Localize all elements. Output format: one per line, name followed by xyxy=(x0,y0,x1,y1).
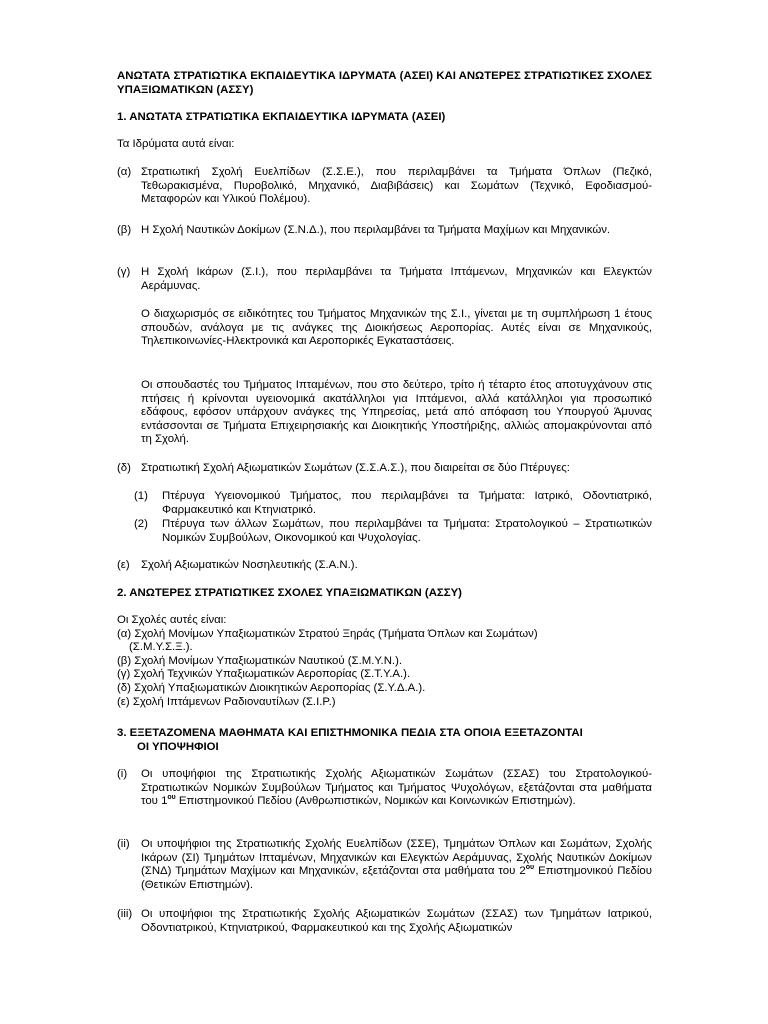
subject-item-label: (i) xyxy=(117,768,128,780)
paragraph-pilots: Οι σπουδαστές του Τμήματος Ιπταμένων, που στο δεύτερο, τρίτο ή τέταρτο έτος αποτυγχάνουν στις πτήσεις ή κρίνονται υγειονομικά ακατάλληλοι για Ιπτάμενοι, αλλά κατάλληλοι για προσωπικό εδάφους, εφόσον υπάρχουν ανάγκες της Υπηρεσίας, μετά από απόφαση του Υπουργού Άμυνας εντάσσονται σε Τμήματα Επιχειρησιακής και Διοικητικής Υποστήριξης, αλλιώς απομακρύνονται από τη Σχολή. xyxy=(141,379,652,446)
list-item-label: (γ) xyxy=(117,266,131,278)
subject-item-label: (iii) xyxy=(117,908,133,920)
subject-item-iii xyxy=(117,908,652,935)
section-2-heading: 2. ΑΝΩΤΕΡΕΣ ΣΤΡΑΤΙΩΤΙΚΕΣ ΣΧΟΛΕΣ ΥΠΑΞΙΩΜΑΤΙΚΩΝ (ΑΣΣΥ) xyxy=(117,587,462,599)
list-item-text: Στρατιωτική Σχολή Αξιωματικών Σωμάτων (Σ.Σ.Α.Σ.), που διαιρείται σε δύο Πτέρυγες: xyxy=(141,462,570,474)
school-line: (ε) Σχολή Ιπτάμενων Ραδιοναυτίλων (Σ.Ι.Ρ.) xyxy=(117,695,336,708)
text-part: Επιστημονικού Πεδίου (Ανθρωπιστικών, Νομικών και Κοινωνικών Επιστημών). xyxy=(175,795,576,808)
subject-item-ii xyxy=(117,838,652,892)
school-line: (α) Σχολή Μονίμων Υπαξιωματικών Στρατού Ξηράς (Τμήματα Όπλων και Σωμάτων) xyxy=(117,627,538,640)
sublist-item-text: Πτέρυγα Υγειονομικού Τμήματος, που περιλαμβάνει τα Τμήματα: Ιατρικό, Οδοντιατρικό, Φαρμακευτικό και Κτηνιατρικό. xyxy=(162,490,652,516)
text-part: Οι υποψήφιοι της Στρατιωτικής Σχολής Αξιωματικών Σωμάτων (ΣΣΑΣ) του Στρατολογικού-Στρατιωτικών Νομικών Συμβούλων Τμήματος και Τμήματος Ψυχολόγων, εξετάζονται στα μαθήματα του 1 xyxy=(141,768,652,808)
section-2-list xyxy=(117,614,652,709)
sublist-item-label: (2) xyxy=(134,518,148,530)
section-3-heading-line: 3. ΕΞΕΤΑΖΟΜΕΝΑ ΜΑΘΗΜΑΤΑ ΚΑΙ ΕΠΙΣΤΗΜΟΝΙΚΑ ΠΕΔΙΑ ΣΤΑ ΟΠΟΙΑ ΕΞΕΤΑΖΟΝΤΑΙ xyxy=(117,727,583,739)
list-item-label: (α) xyxy=(117,166,132,178)
school-line: (δ) Σχολή Υπαξιωματικών Διοικητικών Αεροπορίας (Σ.Υ.Δ.Α.). xyxy=(117,681,426,694)
school-line: (β) Σχολή Μονίμων Υπαξιωματικών Ναυτικού (Σ.Μ.Υ.Ν.). xyxy=(117,654,403,667)
school-line: (γ) Σχολή Τεχνικών Υπαξιωματικών Αεροπορίας (Σ.Τ.Υ.Α.). xyxy=(117,668,411,681)
section-1-heading: 1. ΑΝΩΤΑΤΑ ΣΤΡΑΤΙΩΤΙΚΑ ΕΚΠΑΙΔΕΥΤΙΚΑ ΙΔΡΥΜΑΤΑ (ΑΣΕΙ) xyxy=(117,111,446,123)
sublist-item-1 xyxy=(134,490,652,517)
list-item-e xyxy=(117,559,652,573)
section-3-heading-line: ΟΙ ΥΠΟΨΗΦΙΟΙ xyxy=(137,740,219,753)
superscript: ου xyxy=(167,794,176,802)
sublist-item-text: Πτέρυγα των άλλων Σωμάτων, που περιλαμβάνει τα Τμήματα: Στρατολογικού – Στρατιωτικών Νομικών Συμβούλων, Οικονομικού και Ψυχολογίας. xyxy=(162,518,652,544)
superscript: ου xyxy=(525,864,535,872)
list-item-text: Στρατιωτική Σχολή Ευελπίδων (Σ.Σ.Ε.), που περιλαμβάνει τα Τμήματα Όπλων (Πεζικό, Τεθωρακισμένα, Πυροβολικό, Μηχανικό, Διαβιβάσεις) και Σωμάτων (Τεχνικό, Εφοδιασμού-Μεταφορών και Υλικού Πολέμου). xyxy=(141,166,652,206)
list-item-label: (δ) xyxy=(117,462,131,474)
text-part: Οι υποψήφιοι της Στρατιωτικής Σχολής Ευελπίδων (ΣΣΕ), Τμημάτων Όπλων και Σωμάτων, Σχολής Ικάρων (ΣΙ) Τμημάτων Ιπταμένων, Μηχανικών και Ελεγκτών Αεράμυνας, Σχολής Ναυτικών Δοκίμων (ΣΝΔ) Τμημάτων Μαχίμων και Μηχανικών, εξετάζονται στα μαθήματα του 2 xyxy=(141,838,652,878)
list-item-a xyxy=(117,166,652,207)
list-item-c xyxy=(117,266,652,293)
list-item-text: Η Σχολή Ικάρων (Σ.Ι.), που περιλαμβάνει τα Τμήματα Ιπτάμενων, Μηχανικών και Ελεγκτών Αεράμυνας. xyxy=(141,266,652,292)
list-item-label: (ε) xyxy=(117,559,130,571)
list-item-b xyxy=(117,224,652,238)
subject-item-text xyxy=(117,838,652,892)
subject-item-text: Οι υποψήφιοι της Στρατιωτικής Σχολής Αξιωματικών Σωμάτων (ΣΣΑΣ) των Τμημάτων Ιατρικού, Οδοντιατρικού, Κτηνιατρικού, Φαρμακευτικού και της Σχολής Αξιωματικών xyxy=(141,908,652,934)
section-3-heading xyxy=(117,727,652,754)
paragraph-engineers-specialties: Ο διαχωρισμός σε ειδικότητες του Τμήματος Μηχανικών της Σ.Ι., γίνεται με τη συμπλήρωση 1 έτους σπουδών, ανάλογα με τις ανάγκες της Διοικήσεως Αεροπορίας. Αυτές είναι σε Μηχανικούς, Τηλεπικοινωνίες-Ηλεκτρονικά και Αεροπορικές Εγκαταστάσεις. xyxy=(141,308,652,348)
section-1-intro: Τα Ιδρύματα αυτά είναι: xyxy=(117,138,235,150)
school-line: (Σ.Μ.Υ.Σ.Ξ.). xyxy=(129,641,193,654)
document-title: ΑΝΩΤΑΤΑ ΣΤΡΑΤΙΩΤΙΚΑ ΕΚΠΑΙΔΕΥΤΙΚΑ ΙΔΡΥΜΑΤΑ (ΑΣΕΙ) ΚΑΙ ΑΝΩΤΕΡΕΣ ΣΤΡΑΤΙΩΤΙΚΕΣ ΣΧΟΛΕΣ ΥΠΑΞΙΩΜΑΤΙΚΩΝ (ΑΣΣΥ) xyxy=(117,70,652,96)
list-item-text: Η Σχολή Ναυτικών Δοκίμων (Σ.Ν.Δ.), που περιλαμβάνει τα Τμήματα Μαχίμων και Μηχανικών. xyxy=(141,224,611,236)
subject-item-label: (ii) xyxy=(117,838,130,850)
section-2-intro: Οι Σχολές αυτές είναι: xyxy=(117,614,227,626)
list-item-d xyxy=(117,462,652,476)
subject-item-i xyxy=(117,768,652,809)
subject-item-text xyxy=(117,768,652,809)
sublist-item-2 xyxy=(134,518,652,545)
text-part: Επιστημονικού Πεδίου (Θετικών Επιστημών). xyxy=(141,865,652,891)
list-item-label: (β) xyxy=(117,224,132,236)
sublist-item-label: (1) xyxy=(134,490,148,502)
list-item-text: Σχολή Αξιωματικών Νοσηλευτικής (Σ.Α.Ν.). xyxy=(141,559,358,571)
